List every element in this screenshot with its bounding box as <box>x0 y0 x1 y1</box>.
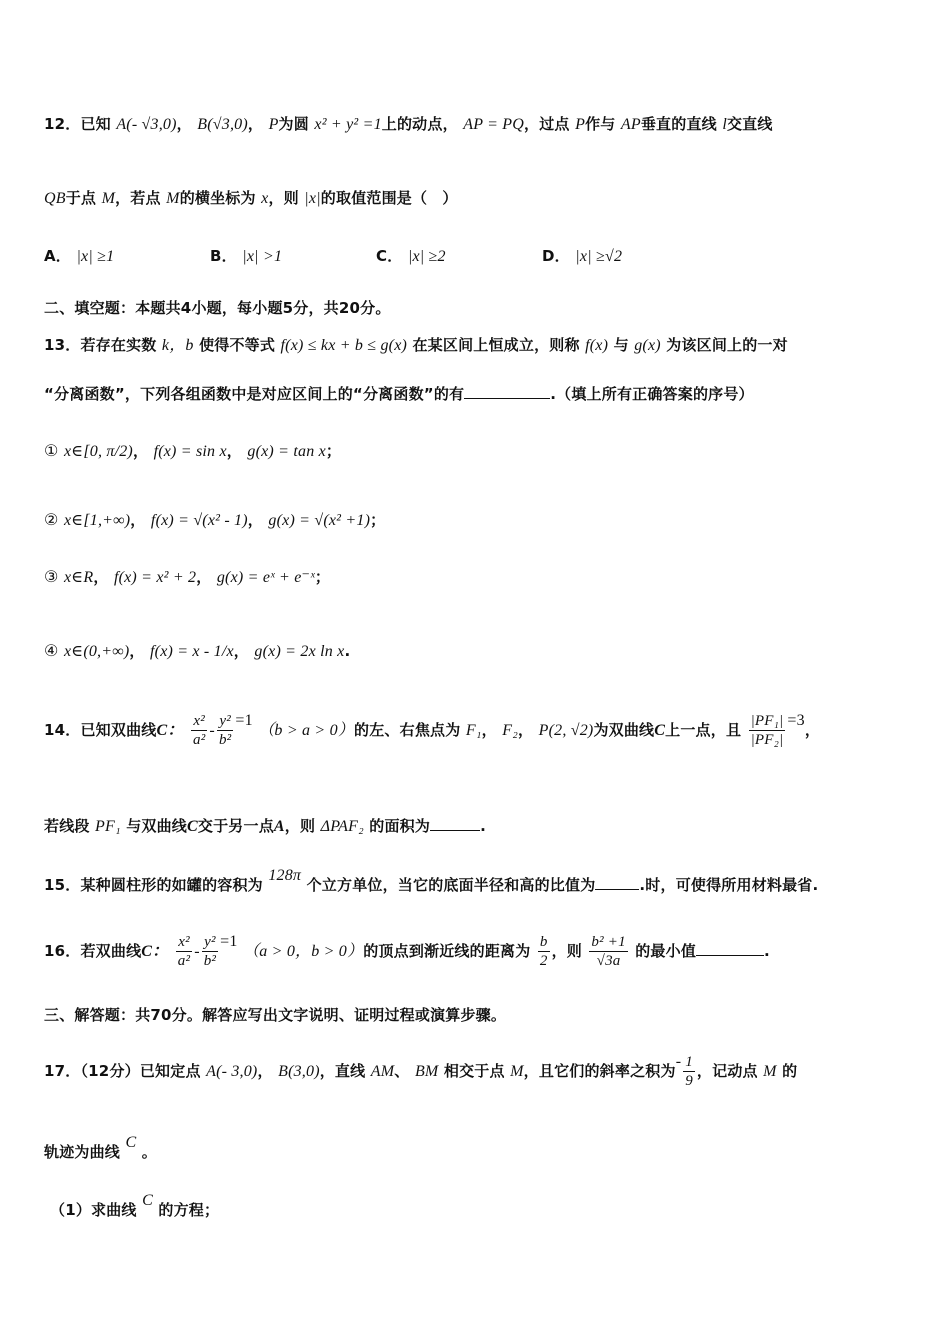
q15-line <box>44 867 819 895</box>
minus: - <box>209 722 215 739</box>
q17-line2 <box>44 1134 157 1162</box>
focus-f1: F₁ <box>465 722 482 739</box>
answer-blank[interactable] <box>430 816 480 831</box>
curve-c: C <box>142 1192 153 1209</box>
item-end: ； <box>314 568 331 586</box>
answer-blank[interactable] <box>464 384 550 399</box>
q12-text: ，则 <box>268 189 299 207</box>
fraction-x2-a2 <box>176 933 192 970</box>
denominator: b² <box>218 732 232 748</box>
item-end: ； <box>370 511 386 529</box>
q17-text: 的方程； <box>158 1201 220 1219</box>
item-g: g(x) = √(x² +1) <box>268 512 371 529</box>
denominator: 2 <box>539 953 548 969</box>
q17-text: ，且它们的斜率之积为 <box>523 1062 676 1080</box>
focus-f2: F₂ <box>502 722 518 739</box>
curve-c: C： <box>156 722 184 739</box>
denominator: a² <box>193 732 206 748</box>
q15-text: .时，可使得所用材料最省. <box>639 876 819 894</box>
point-p: P <box>575 116 586 133</box>
option-c[interactable] <box>376 245 542 266</box>
numerator: y² <box>217 712 233 731</box>
q17-text: ，记动点 <box>696 1062 758 1080</box>
condition: （a > 0，b > 0） <box>243 943 364 960</box>
abs-x: |x| <box>304 190 321 207</box>
q14-text: 为双曲线 <box>593 721 655 739</box>
q12-text: 作与 <box>585 115 616 133</box>
q14-text: 交于另一点 <box>197 817 274 835</box>
curve-c: C： <box>141 943 169 960</box>
line-qb: QB <box>44 190 66 207</box>
fraction-y2-b2 <box>217 712 233 749</box>
option-label: D． <box>542 247 570 265</box>
q13-text: 在某区间上恒成立，则称 <box>412 336 580 354</box>
minus: - <box>194 943 200 960</box>
item-number: ④ <box>44 643 59 660</box>
denominator: 9 <box>685 1073 693 1089</box>
item-f: f(x) = sin x <box>153 443 227 460</box>
point-m: M <box>166 190 180 207</box>
item-domain: x∈(0,+∞) <box>63 643 130 660</box>
q14-text: 若线段 <box>44 817 90 835</box>
curve-c: C <box>654 722 666 739</box>
numerator: |PF₁| <box>750 713 784 729</box>
segment-ap: AP <box>620 116 641 133</box>
q12-text: 的取值范围是（ ） <box>320 189 458 207</box>
q16-text: ，则 <box>551 942 582 960</box>
line-l: l <box>722 116 727 133</box>
var-x: x <box>261 190 269 207</box>
sep: ， <box>481 721 497 739</box>
item-domain: x∈[0, π/2) <box>63 443 133 460</box>
q17-text: 17．（12分）已知定点 <box>44 1062 201 1080</box>
q13-item-1: ① x∈[0, π/2)， f(x) = sin x， g(x) = tan x； <box>44 442 342 460</box>
q14-text: 的左、右焦点为 <box>354 721 461 739</box>
point-a: A(- √3,0) <box>116 116 177 133</box>
func-f: f(x) <box>585 337 609 354</box>
option-a[interactable] <box>44 245 210 266</box>
option-d[interactable] <box>542 245 622 266</box>
item-domain: x∈[1,+∞) <box>63 512 131 529</box>
q14-text: 上一点，且 <box>665 721 742 739</box>
condition: （b > a > 0） <box>258 722 355 739</box>
q12-text: 垂直的直线 <box>640 115 717 133</box>
q12-line1 <box>44 113 773 134</box>
numerator: x² <box>176 933 192 952</box>
q13-text: 使得不等式 <box>199 336 276 354</box>
equals-one: =1 <box>220 933 238 950</box>
q17-text: 相交于点 <box>443 1062 505 1080</box>
q14-text: 的面积为 <box>369 817 431 835</box>
q14-line1 <box>44 712 820 749</box>
segment-pf1: PF₁ <box>95 818 121 835</box>
item-f: f(x) = √(x² - 1) <box>150 512 248 529</box>
numerator: 1 <box>685 1054 693 1070</box>
q15-text: 个立方单位，当它的底面半径和高的比值为 <box>306 876 596 894</box>
section-2-heading: 二、填空题：本题共4小题，每小题5分，共20分。 <box>44 299 391 317</box>
item-g: g(x) = tan x <box>247 443 326 460</box>
item-number: ② <box>44 512 59 529</box>
option-expr: |x| >1 <box>242 248 283 265</box>
q13-text: 为该区间上的一对 <box>666 336 788 354</box>
fraction-expression <box>589 933 627 970</box>
volume: 128π <box>268 867 302 884</box>
line-am: AM <box>370 1063 395 1080</box>
q17-line1 <box>44 1053 797 1090</box>
inequality: f(x) ≤ kx + b ≤ g(x) <box>280 337 408 354</box>
q12-text: 为圆 <box>278 115 309 133</box>
q15-text: 15．某种圆柱形的如罐的容积为 <box>44 876 263 894</box>
option-expr: |x| ≥√2 <box>575 248 623 265</box>
point-p: P(2, √2) <box>538 722 594 739</box>
point-m: M <box>101 190 116 207</box>
item-g: g(x) = 2x ln x <box>254 643 345 660</box>
item-number: ① <box>44 443 59 460</box>
q14-line2 <box>44 815 486 836</box>
q14-text: ，则 <box>284 817 316 835</box>
q16-text: 的最小值 <box>635 942 697 960</box>
q17-text: （1）求曲线 <box>50 1201 137 1219</box>
curve-c: C <box>125 1134 137 1151</box>
option-expr: |x| ≥1 <box>76 248 115 265</box>
item-end: . <box>344 642 351 660</box>
triangle-paf2: ΔPAF₂ <box>320 818 364 835</box>
section-3-heading: 三、解答题：共70分。解答应写出文字说明、证明过程或演算步骤。 <box>44 1006 507 1024</box>
line-bm: BM <box>414 1063 439 1080</box>
point-m: M <box>510 1063 524 1080</box>
item-f: f(x) = x - 1/x <box>150 643 234 660</box>
fraction-one-ninth <box>683 1053 695 1090</box>
q13-text: 13．若存在实数 <box>44 336 157 354</box>
q12-line2 <box>44 187 458 208</box>
q13-line2 <box>44 383 754 404</box>
option-label: A． <box>44 247 72 265</box>
q13-item-2: ② x∈[1,+∞)， f(x) = √(x² - 1)， g(x) = √(x² +1)； <box>44 511 386 529</box>
q13-item-3: ③ x∈R， f(x) = x² + 2， g(x) = eˣ + e⁻ˣ； <box>44 568 331 586</box>
q12-text: 的横坐标为 <box>179 189 256 207</box>
point-p: P <box>268 116 279 133</box>
denominator: |PF₂| <box>750 732 784 748</box>
equals-three: =3 <box>787 712 805 729</box>
q12-text: 交直线 <box>726 115 773 133</box>
circle-eq: x² + y² =1 <box>314 116 382 133</box>
q17-sub1 <box>50 1192 220 1220</box>
q14-text: ， <box>804 721 821 739</box>
item-f: f(x) = x² + 2 <box>113 569 197 586</box>
denominator: √3a <box>596 953 621 969</box>
numerator: b² +1 <box>591 934 626 950</box>
q14-text: . <box>480 817 486 835</box>
numerator: b <box>539 934 548 950</box>
item-end: ； <box>325 442 342 460</box>
answer-blank[interactable] <box>696 941 764 956</box>
q17-text: ，直线 <box>319 1062 366 1080</box>
q12-options <box>44 245 622 266</box>
denominator: a² <box>177 953 191 969</box>
func-g: g(x) <box>634 337 661 354</box>
q12-text: ，若点 <box>115 189 161 207</box>
option-expr: |x| ≥2 <box>407 248 446 265</box>
point-b: B(√3,0) <box>197 116 248 133</box>
option-label: C． <box>376 247 403 265</box>
q12-text: ，过点 <box>524 115 570 133</box>
q17-text: 的 <box>782 1062 798 1080</box>
numerator: y² <box>202 933 218 952</box>
denominator: b² <box>203 953 217 969</box>
q17-text: 。 <box>141 1143 157 1161</box>
vars-kb: k，b <box>161 337 194 354</box>
equals-one: =1 <box>235 712 253 729</box>
fraction-pf-ratio <box>749 712 786 749</box>
answer-blank[interactable] <box>595 875 639 890</box>
q13-item-4: ④ x∈(0,+∞)， f(x) = x - 1/x， g(x) = 2x ln x. <box>44 642 351 660</box>
fraction-b-2 <box>538 933 550 970</box>
sep: ， <box>518 721 534 739</box>
q17-text: 轨迹为曲线 <box>44 1143 121 1161</box>
q13-line1 <box>44 332 788 355</box>
q13-text: “分离函数”，下列各组函数中是对应区间上的“分离函数”的有 <box>44 385 465 403</box>
ap-pq: AP = PQ <box>463 116 525 133</box>
q16-text: . <box>764 942 770 960</box>
q16-text: 的顶点到渐近线的距离为 <box>363 942 531 960</box>
minus: - <box>675 1053 682 1070</box>
option-b[interactable] <box>210 245 376 266</box>
sep: ， <box>257 1062 273 1080</box>
q12-text: 于点 <box>65 189 97 207</box>
q14-text: 与双曲线 <box>126 817 188 835</box>
q13-text: 与 <box>613 336 629 354</box>
q12-text: 12．已知 <box>44 115 111 133</box>
q14-text: 14．已知双曲线 <box>44 721 157 739</box>
item-g: g(x) = eˣ + e⁻ˣ <box>216 569 315 586</box>
point-a: A(- 3,0) <box>206 1063 258 1080</box>
point-a: A <box>273 818 285 835</box>
curve-c: C <box>187 818 198 835</box>
point-m: M <box>763 1063 777 1080</box>
item-domain: x∈R <box>63 569 94 586</box>
sep: 、 <box>394 1062 410 1080</box>
q13-text: .（填上所有正确答案的序号） <box>550 385 754 403</box>
point-b: B(3,0) <box>278 1063 320 1080</box>
item-number: ③ <box>44 569 59 586</box>
option-label: B． <box>210 247 237 265</box>
q12-text: 上的动点， <box>381 115 458 133</box>
sep: ， <box>247 115 264 133</box>
sep: ， <box>176 115 192 133</box>
fraction-y2-b2 <box>202 933 218 970</box>
q16-line <box>44 933 770 970</box>
numerator: x² <box>191 712 207 731</box>
q16-text: 16．若双曲线 <box>44 942 142 960</box>
fraction-x2-a2 <box>191 712 207 749</box>
